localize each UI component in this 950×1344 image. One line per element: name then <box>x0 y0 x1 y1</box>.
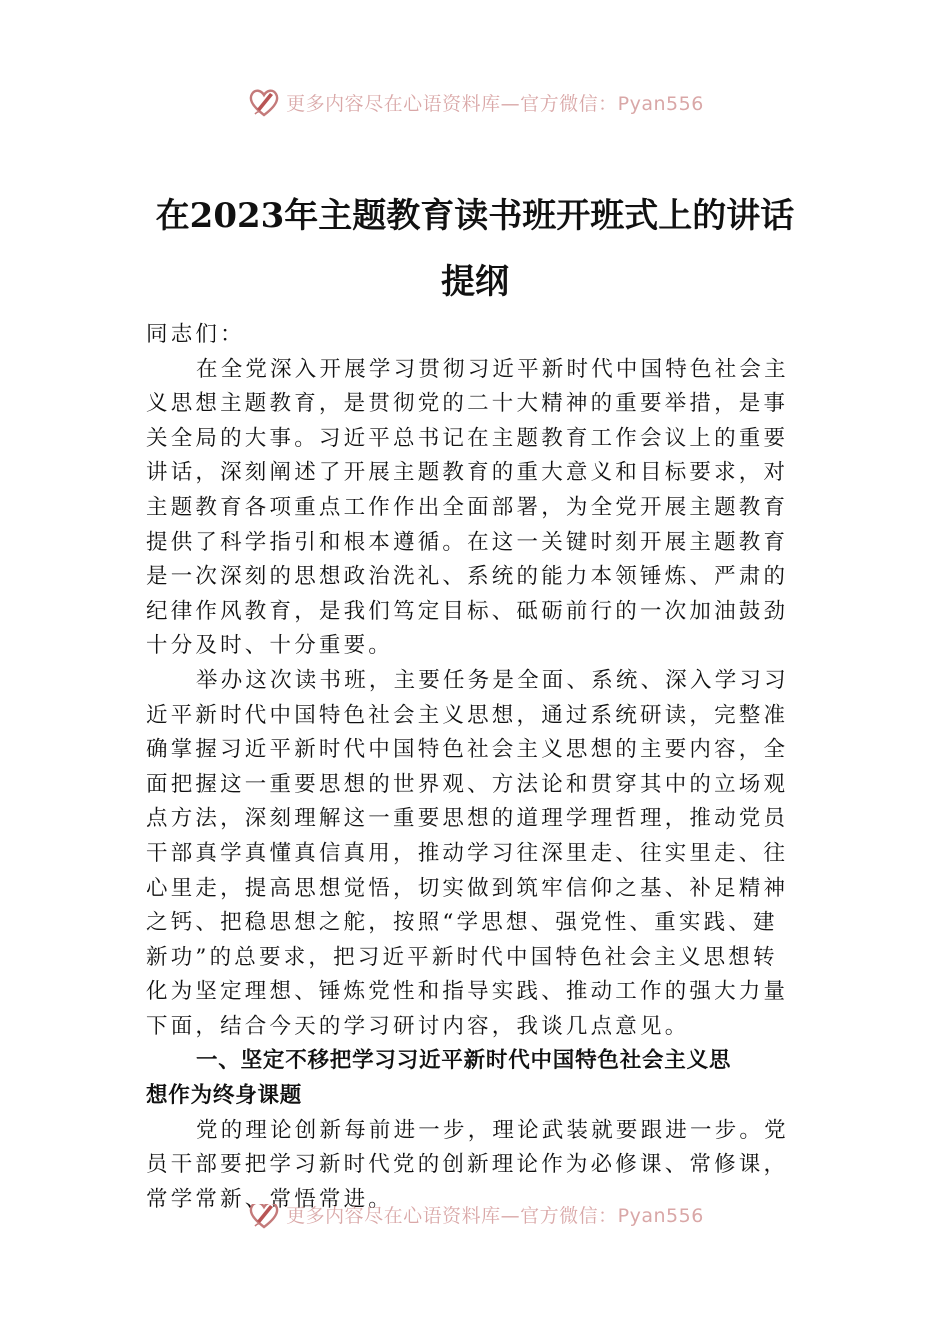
watermark-inner <box>246 84 704 120</box>
watermark-text: 更多内容尽在心语资料库—官方微信：Pyan556 <box>286 92 704 115</box>
paragraph-line: 举办这次读书班，主要任务是全面、系统、深入学习习 <box>196 667 789 693</box>
paragraph-line: 义思想主题教育，是贯彻党的二十大精神的重要举措，是事 <box>146 391 789 417</box>
paragraph-line: 十分及时、十分重要。 <box>146 633 394 659</box>
paragraph-line: 在全党深入开展学习贯彻习近平新时代中国特色社会主 <box>196 356 789 382</box>
section-heading-line: 一、坚定不移把学习习近平新时代中国特色社会主义思 <box>196 1048 732 1074</box>
watermark-bottom <box>0 1204 950 1234</box>
document-title-line-1: 在2023年主题教育读书班开班式上的讲话 <box>155 196 795 236</box>
paragraph-line: 干部真学真懂真信真用，推动学习往深里走、往实里走、往 <box>146 840 789 866</box>
paragraph-line: 讲话，深刻阐述了开展主题教育的重大意义和目标要求，对 <box>146 460 789 486</box>
paragraph-line: 同志们： <box>146 322 245 347</box>
paragraph-line: 面把握这一重要思想的世界观、方法论和贯穿其中的立场观 <box>146 771 789 797</box>
paragraph-line: 主题教育各项重点工作作出全面部署，为全党开展主题教育 <box>146 494 789 520</box>
paragraph-line: 心里走，提高思想觉悟，切实做到筑牢信仰之基、补足精神 <box>146 875 789 901</box>
heart-pen-logo-icon <box>246 1204 282 1232</box>
heart-pen-logo-icon <box>246 84 282 120</box>
section-heading-line: 想作为终身课题 <box>146 1083 303 1109</box>
paragraph-line: 员干部要把学习新时代党的创新理论作为必修课、常修课， <box>146 1152 789 1178</box>
paragraph-line: 下面，结合今天的学习研讨内容，我谈几点意见。 <box>146 1013 690 1039</box>
paragraph-line: 确掌握习近平新时代中国特色社会主义思想的主要内容，全 <box>146 737 789 763</box>
paragraph-line: 之钙、把稳思想之舵，按照“学思想、强党性、重实践、建 <box>146 910 778 936</box>
paragraph-line: 近平新时代中国特色社会主义思想，通过系统研读，完整准 <box>146 702 789 728</box>
watermark-top <box>0 82 950 122</box>
paragraph-line: 新功”的总要求，把习近平新时代中国特色社会主义思想转 <box>146 944 778 970</box>
paragraph-line: 党的理论创新每前进一步，理论武装就要跟进一步。党 <box>196 1117 789 1143</box>
watermark-inner-bottom <box>246 1204 704 1232</box>
paragraph-line: 点方法，深刻理解这一重要思想的道理学理哲理，推动党员 <box>146 806 789 832</box>
watermark-text-bottom: 更多内容尽在心语资料库—官方微信：Pyan556 <box>286 1204 704 1227</box>
document-body <box>146 318 810 1217</box>
document-title-line-2: 提纲 <box>441 262 509 302</box>
paragraph-line: 纪律作风教育，是我们笃定目标、砥砺前行的一次加油鼓劲 <box>146 598 789 624</box>
paragraph-line: 提供了科学指引和根本遵循。在这一关键时刻开展主题教育 <box>146 529 789 555</box>
paragraph-line: 化为坚定理想、锤炼党性和指导实践、推动工作的强大力量 <box>146 979 789 1005</box>
paragraph-line: 常学常新、常悟常进。 <box>146 1186 394 1212</box>
paragraph-line: 是一次深刻的思想政治洗礼、系统的能力本领锤炼、严肃的 <box>146 564 789 590</box>
paragraph-line: 关全局的大事。习近平总书记在主题教育工作会议上的重要 <box>146 425 789 451</box>
